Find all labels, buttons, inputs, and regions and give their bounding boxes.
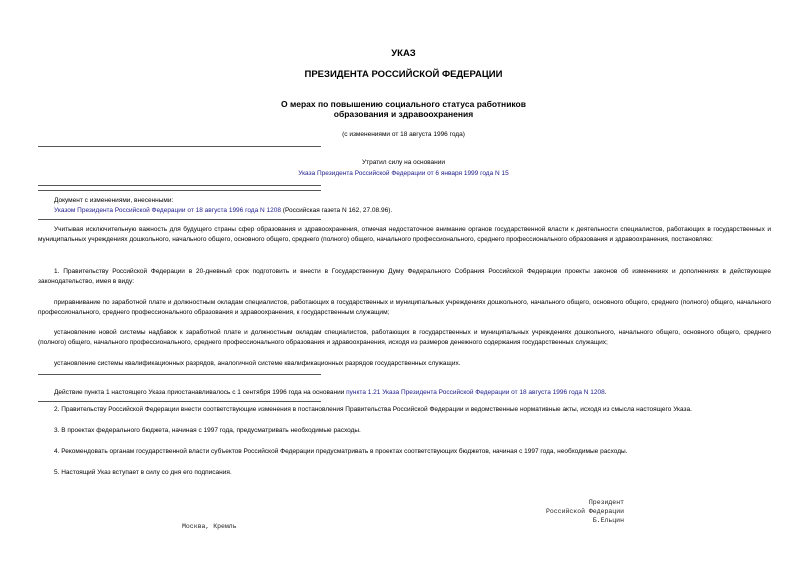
suspension-suffix: . [604, 389, 607, 396]
signature-org: Российской Федерации [545, 508, 624, 515]
heading-line-2: образования и здравоохранения [333, 109, 474, 119]
divider [38, 374, 321, 375]
changes-intro: Документ с изменениями, внесенными: [54, 197, 174, 204]
amendment-note: (с изменениями от 18 августа 1996 года) [342, 131, 465, 138]
document-heading [0, 99, 807, 119]
heading-line-1: О мерах по повышению социального статуса работников [281, 99, 526, 109]
suspension-link[interactable]: пункта 1.21 Указа Президента Российской Федерации от 18 августа 1996 года N 1208 [346, 389, 605, 396]
paragraph-1c: установление системы квалификационных разрядов, аналогичной системе квалификационных разрядов государственных служащих. [54, 360, 461, 367]
paragraph-1a: приравнивание по заработной плате и должностным окладам специалистов, работающих в государственных и муниципальных учреждениях дошкольного, начального общего, основного общего, среднего (полного) общего, начального профессионального, среднего профессионального образования и здравоохранения, к государственным служащим; [38, 299, 771, 316]
paragraph-3: 3. В проектах федерального бюджета, начиная с 1997 года, предусматривать необходимые расходы. [54, 427, 361, 434]
paragraph-1b: установление новой системы надбавок к заработной плате и должностным окладам специалистов, работающих в государственных и муниципальных учреждениях дошкольного, начального общего, основного общего, среднего (полного) общего, начального профессионального, среднего профессионального образования и здравоохранения, исходя из размеров денежного содержания государственных служащих; [38, 329, 771, 346]
invalid-notice-text: Утратил силу на основании [361, 159, 446, 166]
document-subtitle: ПРЕЗИДЕНТА РОССИЙСКОЙ ФЕДЕРАЦИИ [304, 69, 503, 80]
document-title: УКАЗ [391, 48, 416, 59]
paragraph-4: 4. Рекомендовать органам государственной власти субъектов Российской Федерации предусматривать в проектах соответствующих бюджетов, начиная с 1997 года, необходимые расходы. [54, 448, 628, 455]
paragraph-5: 5. Настоящий Указ вступает в силу со дня его подписания. [54, 469, 232, 476]
changes-link[interactable]: Указом Президента Российской Федерации от 18 августа 1996 года N 1208 [54, 206, 281, 214]
suspension-prefix: Действие пункта 1 настоящего Указа приостанавливалось с 1 сентября 1996 года на основании [54, 389, 347, 396]
changes-block [38, 196, 771, 215]
signature-title: Президент [588, 499, 624, 506]
signing-place: Москва, Кремль [182, 523, 237, 530]
divider [38, 190, 321, 191]
signature-block [546, 498, 624, 525]
divider [38, 185, 321, 186]
preamble: Учитывая исключительную важность для будущего страны сфер образования и здравоохранения, отмечая недостаточное внимание органов государственной власти к деятельности специалистов, работающих в государственных и муниципальных учреждениях дошкольного, начального общего, основного общего, среднего (полного) общего, начального профессионального, среднего профессионального образования и здравоохранения, постановляю: [38, 226, 771, 243]
divider [38, 401, 321, 402]
signature-name: Б.Ельцин [592, 517, 624, 524]
paragraph-2: 2. Правительству Российской Федерации внести соответствующие изменения в постановления Правительства Российской Федерации и ведомственные нормативные акты, исходя из смысла настоящего Указа. [54, 406, 692, 413]
divider [38, 219, 321, 220]
invalid-notice-link[interactable]: Указа Президента Российской Федерации от 6 января 1999 года N 15 [298, 170, 509, 177]
changes-suffix: (Российская газета N 162, 27.08.96). [280, 206, 393, 214]
paragraph-1: 1. Правительству Российской Федерации в 20-дневный срок подготовить и внести в Государственную Думу Федерального Собрания Российской Федерации проекты законов об изменениях и дополнениях в действующее законодательство, имея в виду: [38, 268, 771, 285]
divider [38, 146, 321, 147]
suspension-note [38, 388, 771, 398]
